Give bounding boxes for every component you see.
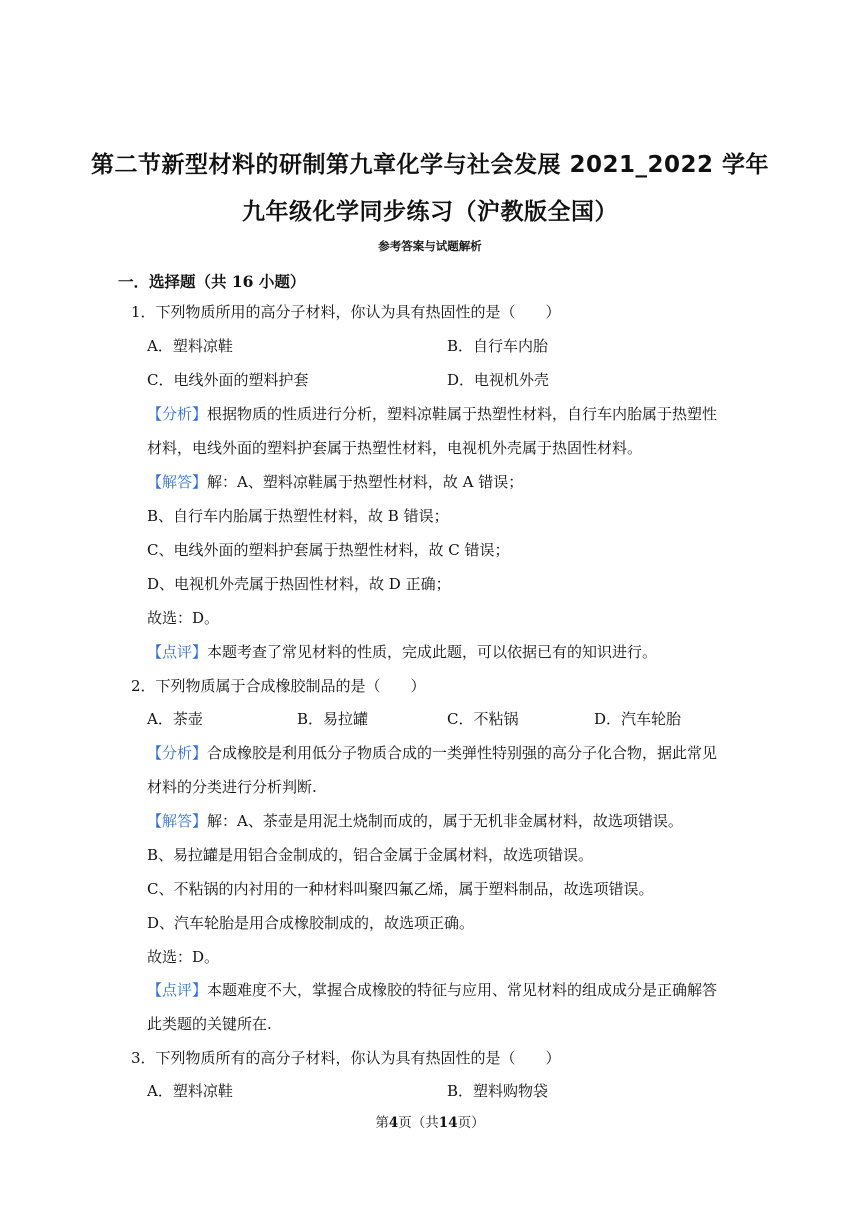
q1-answer-text: C、电线外面的塑料护套属于热塑性材料，故 C 错误； (147, 541, 510, 559)
footer-prefix: 第 (375, 1115, 389, 1131)
q2-analysis-text: 合成橡胶是利用低分子物质合成的一类弹性特别强的高分子化合物，据此常见 (207, 744, 718, 762)
q1-answer-line (147, 472, 737, 492)
comment-tag: 【点评】 (147, 981, 208, 999)
q2-answer-choice: 故选：D。 (147, 948, 220, 966)
q1-stem: 1．下列物质所用的高分子材料，你认为具有热固性的是（ ） (131, 303, 561, 321)
q2-answer-text: C、不粘锅的内衬用的一种材料叫聚四氟乙烯，属于塑料制品，故选项错误。 (147, 880, 654, 898)
q1-comment-line (147, 642, 737, 662)
q2-answer-text: D、汽车轮胎是用合成橡胶制成的，故选项正确。 (147, 914, 475, 932)
footer-total-pages: 14 (438, 1115, 458, 1131)
q1-answer-choice: 故选：D。 (147, 609, 220, 627)
q2-answer-text: 解：A、茶壶是用泥土烧制而成的，属于无机非金属材料，故选项错误。 (207, 812, 683, 830)
q2-analysis-text: 材料的分类进行分析判断. (147, 778, 317, 796)
q1-option-d: D．电视机外壳 (447, 371, 550, 389)
analysis-tag: 【分析】 (147, 405, 208, 423)
answer-tag: 【解答】 (147, 473, 208, 491)
comment-tag: 【点评】 (147, 643, 208, 661)
analysis-tag: 【分析】 (147, 744, 208, 762)
q1-option-a: A．塑料凉鞋 (147, 337, 233, 355)
q1-answer-text: 解：A、塑料凉鞋属于热塑性材料，故 A 错误； (207, 473, 524, 491)
page-footer (0, 1111, 860, 1131)
q1-answer-text: D、电视机外壳属于热固性材料，故 D 正确； (147, 575, 451, 593)
answer-tag: 【解答】 (147, 812, 208, 830)
q1-comment-text: 本题考查了常见材料的性质，完成此题，可以依据已有的知识进行。 (207, 643, 658, 661)
q2-option-c: C．不粘锅 (447, 710, 519, 728)
q1-analysis-text: 根据物质的性质进行分析，塑料凉鞋属于热塑性材料，自行车内胎属于热塑性 (207, 405, 718, 423)
q1-answer-text: B、自行车内胎属于热塑性材料，故 B 错误； (147, 507, 449, 525)
q1-analysis-text: 材料，电线外面的塑料护套属于热塑性材料，电视机外壳属于热固性材料。 (147, 439, 643, 457)
doc-title-line2: 九年级化学同步练习（沪教版全国） (242, 199, 618, 225)
q3-option-a: A．塑料凉鞋 (147, 1082, 233, 1100)
q1-option-c: C．电线外面的塑料护套 (147, 371, 309, 389)
footer-middle: 页（共 (398, 1115, 439, 1131)
q2-stem: 2．下列物质属于合成橡胶制品的是（ ） (131, 677, 426, 695)
section-heading: 一．选择题（共 16 小题） (118, 272, 306, 291)
q2-option-b: B．易拉罐 (297, 710, 369, 728)
footer-page-number: 4 (388, 1115, 399, 1131)
q2-answer-text: B、易拉罐是用铝合金制成的，铝合金属于金属材料，故选项错误。 (147, 846, 594, 864)
q1-option-b: B．自行车内胎 (447, 337, 549, 355)
doc-subtitle: 参考答案与试题解析 (378, 239, 482, 253)
q2-comment-text: 本题难度不大，掌握合成橡胶的特征与应用、常见材料的组成成分是正确解答 (207, 981, 718, 999)
q1-analysis-line (147, 404, 737, 424)
q3-option-b: B．塑料购物袋 (447, 1082, 549, 1100)
q2-answer-line (147, 811, 737, 831)
q2-option-d: D．汽车轮胎 (594, 710, 682, 728)
q2-comment-text: 此类题的关键所在. (147, 1015, 272, 1033)
doc-title-line1: 第二节新型材料的研制第九章化学与社会发展 2021_2022 学年 (90, 152, 770, 178)
q2-option-a: A．茶壶 (147, 710, 203, 728)
q3-stem: 3．下列物质所有的高分子材料，你认为具有热固性的是（ ） (131, 1049, 561, 1067)
q2-analysis-line (147, 743, 737, 763)
footer-suffix: 页） (457, 1115, 485, 1131)
q2-comment-line (147, 980, 737, 1000)
